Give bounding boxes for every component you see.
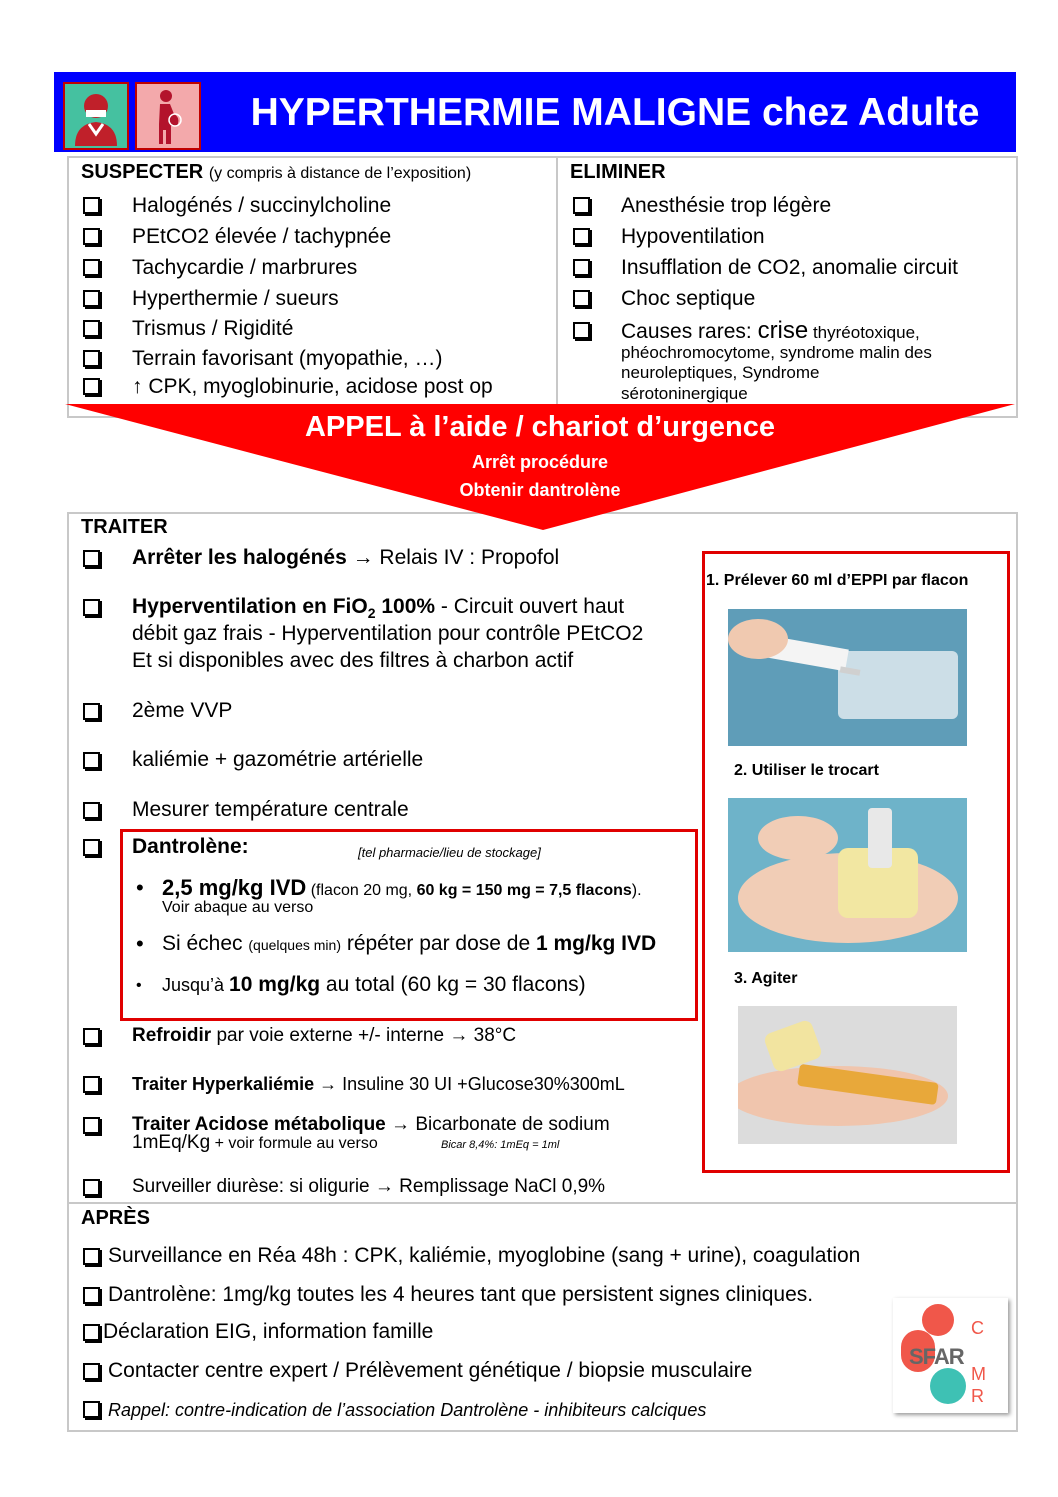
halogenes-rest: → Relais IV : Propofol bbox=[346, 546, 560, 569]
hyperk-rest: → Insuline 30 UI +Glucose30%300mL bbox=[314, 1074, 625, 1094]
dantrolene-dose2 bbox=[162, 932, 656, 957]
acidose-rest: → Bicarbonate de sodium bbox=[385, 1114, 610, 1135]
traiter-temperature: Mesurer température centrale bbox=[132, 798, 409, 821]
bullet-icon: • bbox=[136, 977, 142, 994]
obtenir-dantrolene: Obtenir dantrolène bbox=[459, 480, 621, 500]
logo-sfar-text: SFAR bbox=[909, 1344, 964, 1369]
dose1-paren-b: 60 kg = 150 mg = 7,5 flacons bbox=[416, 882, 632, 899]
checkbox-icon bbox=[83, 752, 100, 769]
checkbox-icon bbox=[83, 290, 100, 307]
halogenes-bold: Arrêter les halogénés bbox=[132, 546, 347, 569]
suspecter-title: SUSPECTER bbox=[81, 161, 204, 183]
checkbox-icon bbox=[573, 197, 590, 214]
checkbox-icon bbox=[83, 839, 100, 856]
rare-prefix: Causes rares: bbox=[621, 320, 758, 343]
dose2-a: Si échec bbox=[162, 932, 249, 955]
suspecter-item: Halogénés / succinylcholine bbox=[132, 194, 392, 217]
step2-photo bbox=[728, 798, 967, 952]
checkbox-icon bbox=[83, 1363, 100, 1380]
pregnant-woman-icon bbox=[135, 82, 201, 150]
page-title: HYPERTHERMIE MALIGNE chez Adulte bbox=[250, 91, 980, 134]
rare-line1: thyréotoxique, bbox=[808, 323, 920, 342]
appel-aide: APPEL à l’aide / chariot d’urgence bbox=[304, 411, 776, 443]
acidose-line2 bbox=[132, 1133, 378, 1154]
refroidir-rest: par voie externe +/- interne → 38°C bbox=[211, 1025, 517, 1046]
checkbox-icon bbox=[83, 320, 100, 337]
step2-caption: 2. Utiliser le trocart bbox=[734, 762, 879, 779]
checkbox-icon bbox=[83, 1117, 100, 1134]
apres-item: Dantrolène: 1mg/kg toutes les 4 heures tant que persistent signes cliniques. bbox=[108, 1283, 814, 1306]
suspecter-item: Terrain favorisant (myopathie, …) bbox=[132, 347, 443, 370]
sfar-cmr-logo bbox=[893, 1298, 1008, 1413]
acidose-line2-small: + voir formule au verso bbox=[210, 1135, 378, 1152]
dantrolene-title: Dantrolène: bbox=[132, 835, 249, 858]
rare-line3: neuroleptiques, Syndrome bbox=[621, 363, 820, 382]
hyperv-bold2: 100% bbox=[375, 595, 436, 618]
checkbox-icon bbox=[83, 197, 100, 214]
dose2-b: répéter par dose de bbox=[341, 932, 536, 955]
anesthesiologist-icon bbox=[63, 82, 129, 150]
bullet-icon: • bbox=[136, 931, 144, 956]
eliminer-item: Hypoventilation bbox=[621, 225, 765, 248]
eliminer-item: Choc septique bbox=[621, 287, 756, 310]
logo-letter-m: M bbox=[971, 1364, 986, 1384]
traiter-vvp: 2ème VVP bbox=[132, 699, 233, 722]
checkbox-icon bbox=[83, 1401, 100, 1418]
suspecter-item: Tachycardie / marbrures bbox=[132, 256, 358, 279]
apres-title: APRÈS bbox=[81, 1207, 150, 1229]
dose3-a: Jusqu’à bbox=[162, 975, 230, 995]
traiter-kaliemie: kaliémie + gazométrie artérielle bbox=[132, 748, 424, 771]
dose1-bold: 2,5 mg/kg IVD bbox=[162, 875, 307, 900]
traiter-hyperkaliemie bbox=[132, 1072, 625, 1096]
checkbox-icon bbox=[573, 290, 590, 307]
step1-caption: 1. Prélever 60 ml d’EPPI par flacon bbox=[706, 572, 969, 589]
dose1-paren-c: ). bbox=[631, 882, 642, 899]
suspecter-item: PEtCO2 élevée / tachypnée bbox=[132, 225, 392, 248]
checkbox-icon bbox=[83, 1287, 100, 1304]
traiter-halogenes bbox=[132, 546, 559, 570]
bullet-icon: • bbox=[136, 875, 144, 900]
hyperv-line3: Et si disponibles avec des filtres à charbon actif bbox=[132, 649, 574, 672]
dose3-bold: 10 mg/kg bbox=[229, 973, 321, 996]
dose3-b: au total (60 kg = 30 flacons) bbox=[320, 973, 586, 996]
checkbox-icon bbox=[83, 1076, 100, 1093]
refroidir-bold: Refroidir bbox=[132, 1025, 212, 1046]
hyperv-sub: 2 bbox=[367, 605, 376, 622]
acidose-note: Bicar 8,4%: 1mEq = 1ml bbox=[441, 1139, 560, 1151]
traiter-title: TRAITER bbox=[81, 516, 168, 538]
step3-caption: 3. Agiter bbox=[734, 970, 798, 987]
checkbox-icon bbox=[573, 228, 590, 245]
checkbox-icon bbox=[83, 378, 100, 395]
dose2-bold: 1 mg/kg IVD bbox=[535, 932, 657, 955]
checkbox-icon bbox=[573, 322, 590, 339]
apres-item: Surveillance en Réa 48h : CPK, kaliémie, myoglobine (sang + urine), coagulation bbox=[108, 1244, 861, 1267]
step3-photo bbox=[738, 1006, 957, 1144]
dantrolene-note: [tel pharmacie/lieu de stockage] bbox=[358, 845, 541, 860]
logo-letter-c: C bbox=[971, 1318, 984, 1338]
checkbox-icon bbox=[83, 350, 100, 367]
eliminer-title: ELIMINER bbox=[570, 161, 666, 183]
dantrolene-dose3 bbox=[162, 973, 586, 997]
hyperk-bold: Traiter Hyperkaliémie bbox=[132, 1074, 315, 1094]
dose1-paren-a: (flacon 20 mg, bbox=[306, 882, 417, 899]
suspecter-item: Trismus / Rigidité bbox=[132, 317, 294, 340]
suspecter-item: ↑ CPK, myoglobinurie, acidose post op bbox=[132, 375, 493, 398]
checkbox-icon bbox=[83, 550, 100, 567]
dose2-small: (quelques min) bbox=[248, 937, 341, 953]
checkbox-icon bbox=[83, 802, 100, 819]
suspecter-item: Hyperthermie / sueurs bbox=[132, 287, 339, 310]
dose1-line2: Voir abaque au verso bbox=[162, 899, 314, 916]
suspecter-heading bbox=[81, 161, 471, 184]
logo-letter-r: R bbox=[971, 1386, 984, 1406]
checkbox-icon bbox=[573, 259, 590, 276]
arret-procedure: Arrêt procédure bbox=[471, 452, 609, 472]
rare-line4: sérotoninergique bbox=[621, 384, 748, 403]
step1-photo bbox=[728, 609, 967, 746]
apres-item: Déclaration EIG, information famille bbox=[103, 1320, 434, 1343]
hyperv-rest: - Circuit ouvert haut bbox=[435, 595, 625, 618]
checkbox-icon bbox=[83, 1248, 100, 1265]
checkbox-icon bbox=[83, 259, 100, 276]
traiter-diurese: Surveiller diurèse: si oligurie → Remplissage NaCl 0,9% bbox=[132, 1176, 606, 1197]
apres-item: Contacter centre expert / Prélèvement génétique / biopsie musculaire bbox=[108, 1359, 753, 1382]
checkbox-icon bbox=[83, 599, 100, 616]
traiter-hyperventilation bbox=[132, 595, 624, 625]
checkbox-icon bbox=[83, 228, 100, 245]
eliminer-rare-causes bbox=[621, 319, 920, 344]
rare-line2: phéochromocytome, syndrome malin des bbox=[621, 343, 932, 362]
traiter-refroidir bbox=[132, 1024, 516, 1048]
checkbox-icon bbox=[83, 1324, 100, 1341]
suspecter-subtitle: (y compris à distance de l’exposition) bbox=[208, 165, 472, 182]
checkbox-icon bbox=[83, 703, 100, 720]
eliminer-item: Anesthésie trop légère bbox=[621, 194, 832, 217]
apres-rappel: Rappel: contre-indication de l’association Dantrolène - inhibiteurs calciques bbox=[108, 1400, 707, 1420]
checkbox-icon bbox=[83, 1179, 100, 1196]
rare-word: crise bbox=[757, 317, 809, 344]
acidose-line2-main: 1mEq/Kg bbox=[132, 1132, 211, 1153]
hyperv-bold: Hyperventilation en FiO bbox=[132, 595, 368, 618]
checkbox-icon bbox=[83, 1028, 100, 1045]
hyperv-line2: débit gaz frais - Hyperventilation pour contrôle PEtCO2 bbox=[132, 622, 644, 645]
acidose-bold: Traiter Acidose métabolique bbox=[132, 1114, 386, 1135]
eliminer-item: Insufflation de CO2, anomalie circuit bbox=[621, 256, 958, 279]
